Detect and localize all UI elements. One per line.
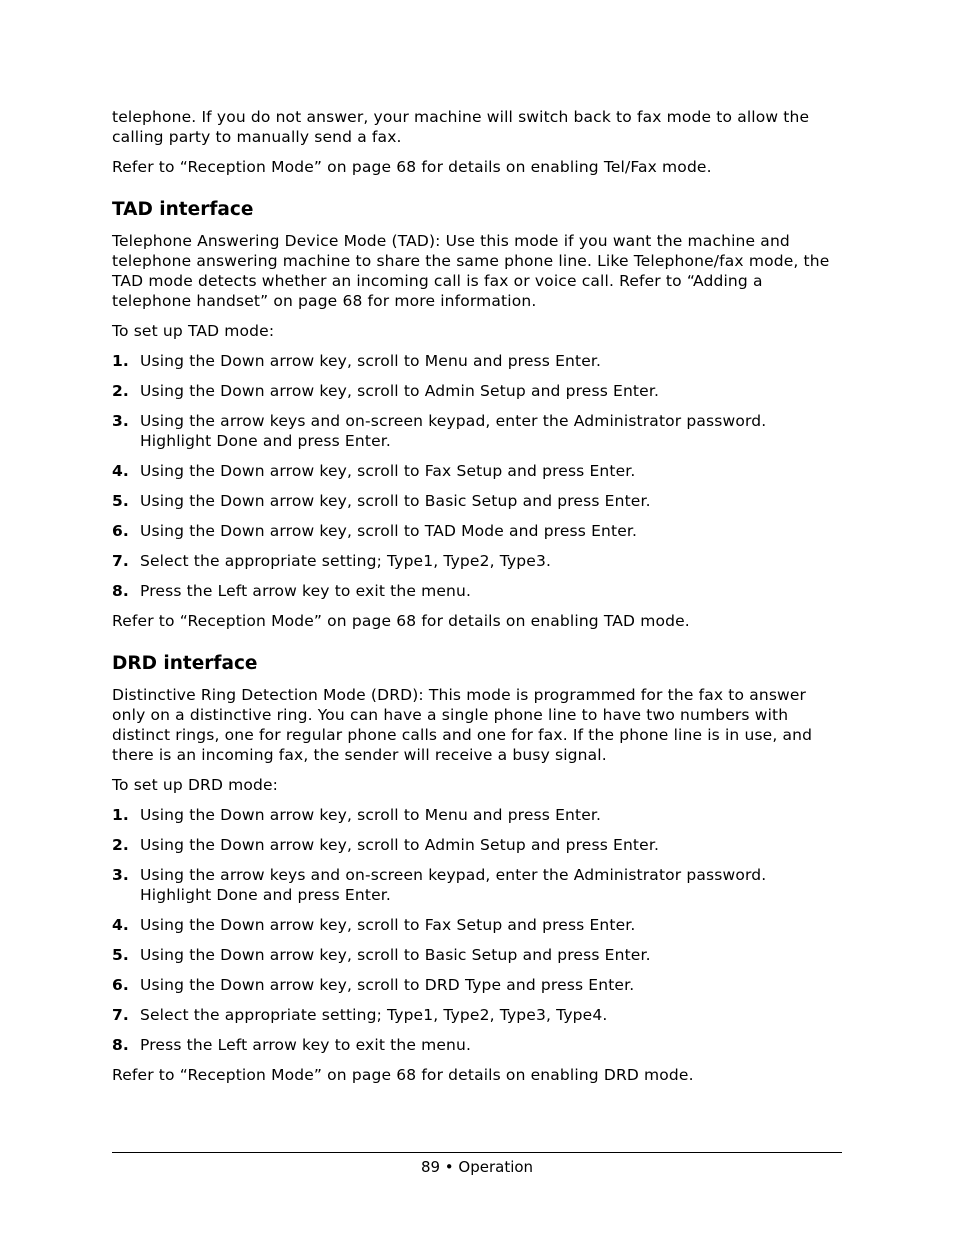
list-item: [112, 1005, 842, 1025]
list-item: [112, 521, 842, 541]
list-item: [112, 915, 842, 935]
step-number: 8.: [112, 1036, 129, 1054]
list-item: [112, 805, 842, 825]
step-text: Using the Down arrow key, scroll to Fax Setup and press Enter.: [140, 462, 636, 480]
step-number: 7.: [112, 1006, 129, 1024]
footer-divider: [112, 1152, 842, 1153]
step-number: 1.: [112, 352, 129, 370]
step-text: Using the Down arrow key, scroll to Menu and press Enter.: [140, 352, 602, 370]
step-number: 4.: [112, 462, 129, 480]
list-item: [112, 551, 842, 571]
step-text: Using the Down arrow key, scroll to Admin Setup and press Enter.: [140, 836, 660, 854]
list-item: [112, 975, 842, 995]
step-text: Using the Down arrow key, scroll to DRD Type and press Enter.: [140, 976, 635, 994]
list-item: [112, 581, 842, 601]
step-number: 3.: [112, 866, 129, 884]
list-item: [112, 1035, 842, 1055]
step-number: 5.: [112, 492, 129, 510]
step-number: 7.: [112, 552, 129, 570]
step-number: 6.: [112, 976, 129, 994]
list-item: [112, 461, 842, 481]
step-number: 5.: [112, 946, 129, 964]
step-number: 3.: [112, 412, 129, 430]
step-number: 6.: [112, 522, 129, 540]
tad-setup-intro: To set up TAD mode:: [112, 322, 275, 340]
tad-steps: [112, 351, 842, 601]
step-text: Using the arrow keys and on-screen keypad, enter the Administrator password. Highlight Done and press Enter.: [140, 412, 767, 450]
step-text: Using the Down arrow key, scroll to Fax Setup and press Enter.: [140, 916, 636, 934]
drd-setup-intro: To set up DRD mode:: [112, 776, 279, 794]
drd-heading: DRD interface: [112, 653, 258, 674]
tad-description: Telephone Answering Device Mode (TAD): Use this mode if you want the machine and telephone answering machine to share the same phone line. Like Telephone/fax mode, the TAD mode detects whether an incoming call is fax or voice call. Refer to “Adding a telephone handset” on page 68 for more information.: [112, 232, 830, 310]
list-item: [112, 351, 842, 371]
list-item: [112, 491, 842, 511]
step-text: Select the appropriate setting; Type1, Type2, Type3.: [140, 552, 552, 570]
step-text: Press the Left arrow key to exit the menu.: [140, 582, 472, 600]
step-number: 4.: [112, 916, 129, 934]
step-text: Using the Down arrow key, scroll to Menu and press Enter.: [140, 806, 602, 824]
page-content: [112, 107, 842, 1095]
step-text: Using the Down arrow key, scroll to Basic Setup and press Enter.: [140, 492, 651, 510]
intro-paragraph: telephone. If you do not answer, your machine will switch back to fax mode to allow the calling party to manually send a fax.: [112, 108, 810, 146]
page-footer: 89 • Operation: [420, 1158, 534, 1176]
drd-refer: Refer to “Reception Mode” on page 68 for details on enabling DRD mode.: [112, 1066, 694, 1084]
step-text: Using the Down arrow key, scroll to TAD Mode and press Enter.: [140, 522, 638, 540]
step-text: Using the Down arrow key, scroll to Basic Setup and press Enter.: [140, 946, 651, 964]
step-text: Select the appropriate setting; Type1, Type2, Type3, Type4.: [140, 1006, 608, 1024]
intro-refer: Refer to “Reception Mode” on page 68 for details on enabling Tel/Fax mode.: [112, 158, 712, 176]
list-item: [112, 945, 842, 965]
step-number: 2.: [112, 836, 129, 854]
step-number: 8.: [112, 582, 129, 600]
step-text: Using the arrow keys and on-screen keypad, enter the Administrator password. Highlight Done and press Enter.: [140, 866, 767, 904]
list-item: [112, 865, 842, 905]
step-number: 2.: [112, 382, 129, 400]
step-text: Press the Left arrow key to exit the menu.: [140, 1036, 472, 1054]
step-text: Using the Down arrow key, scroll to Admin Setup and press Enter.: [140, 382, 660, 400]
tad-heading: TAD interface: [112, 199, 254, 220]
drd-description: Distinctive Ring Detection Mode (DRD): This mode is programmed for the fax to answer only on a distinctive ring. You can have a single phone line to have two numbers with distinct rings, one for regular phone calls and one for fax. If the phone line is in use, and there is an incoming fax, the sender will receive a busy signal.: [112, 686, 813, 764]
tad-refer: Refer to “Reception Mode” on page 68 for details on enabling TAD mode.: [112, 612, 690, 630]
list-item: [112, 411, 842, 451]
list-item: [112, 835, 842, 855]
step-number: 1.: [112, 806, 129, 824]
list-item: [112, 381, 842, 401]
drd-steps: [112, 805, 842, 1055]
